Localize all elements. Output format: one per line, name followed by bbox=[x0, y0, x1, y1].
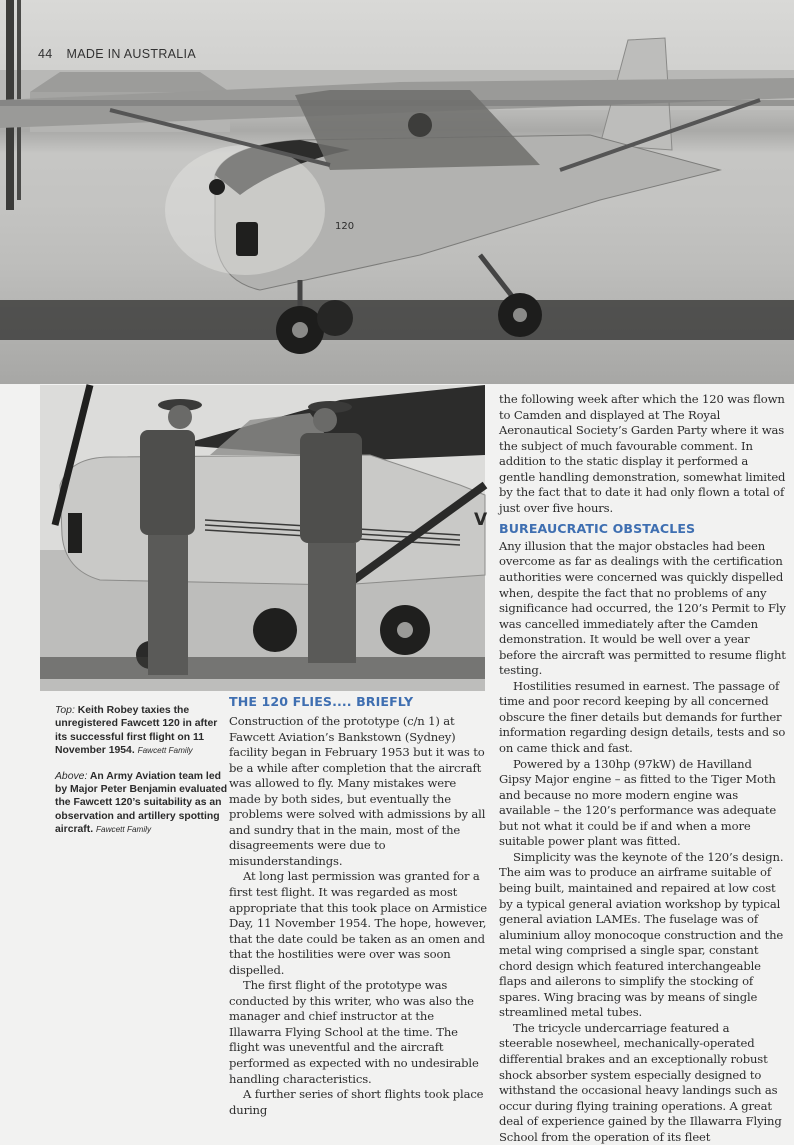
section-heading-the-120-flies: THE 120 FLIES.... BRIEFLY bbox=[229, 694, 414, 709]
running-head bbox=[38, 47, 196, 61]
article-column-right bbox=[499, 392, 786, 1145]
main-gear-leg bbox=[480, 255, 515, 300]
cowl-air-intake bbox=[236, 222, 258, 256]
article-paragraph: A further series of short flights took place during bbox=[229, 1087, 484, 1117]
officer-2-head bbox=[313, 408, 337, 432]
cowl-air-intake bbox=[68, 513, 82, 553]
aircraft-fuselage bbox=[60, 455, 488, 585]
ground-shadow bbox=[0, 300, 794, 340]
article-column-middle bbox=[229, 714, 487, 1118]
photo-captions bbox=[55, 704, 230, 849]
article-paragraph: The first flight of the prototype was conducted by this writer, who was also the manager and chief instructor at the Illawarra Flying School at the time. The flight was uneventful and the aircraft performed as expected with no undesirable handling characteristics. bbox=[229, 978, 479, 1086]
section-title: MADE IN AUSTRALIA bbox=[66, 47, 196, 61]
caption-above bbox=[55, 770, 230, 837]
article-paragraph: Any illusion that the major obstacles had been overcome as far as dealings with the certification authorities were concerned was quickly dispelled when, despite the fact that no problems of any significance had occurred, the 120’s Permit to Fly was cancelled immediately after the Camden demonstration. It would be well over a year before the aircraft was permitted to resume flight testing. bbox=[499, 538, 786, 678]
caption-label: Above: bbox=[55, 770, 88, 782]
caption-credit: Fawcett Family bbox=[137, 746, 193, 756]
officer-1-trousers bbox=[148, 535, 188, 675]
main-wheel-hub bbox=[513, 308, 527, 322]
caption-text: Keith Robey taxies the unregistered Fawcett 120 in after its successful first flight on 11 November 1954. bbox=[55, 705, 218, 757]
show-through-decoration bbox=[30, 848, 230, 1018]
propeller-spinner bbox=[209, 179, 225, 195]
officer-1-jacket bbox=[140, 430, 195, 535]
caption-text: An Army Aviation team led by Major Peter Benjamin evaluated the Fawcett 120’s suitability as an observation and artillery spotting aircraft. bbox=[55, 770, 228, 836]
main-wheel-left bbox=[253, 608, 297, 652]
officer-2-trousers bbox=[308, 543, 356, 663]
article-paragraph: At long last permission was granted for a first test flight. It was regarded as most appropriate that this took place on Armistice Day, 11 November 1954. The hope, however, that the date could be taken as an omen and that the hostilities were over was soon dispelled. bbox=[229, 869, 487, 977]
article-paragraph-continuation: the following week after which the 120 was flown to Camden and displayed at The Royal Aeronautical Society’s Garden Party where it was the subject of much favourable comment. In addition to the static display it performed a gentle handling demonstration, somewhat limited by the fact that to date it had only flown a total of just over five hours. bbox=[499, 392, 786, 515]
ground-shadow bbox=[40, 657, 485, 679]
caption-top bbox=[55, 704, 230, 758]
second-photo-illustration bbox=[40, 385, 488, 691]
nose-wheel-hub bbox=[292, 322, 308, 338]
top-photo-fawcett-120-taxiing bbox=[0, 0, 794, 384]
registration-fragment: V bbox=[474, 510, 488, 530]
officer-1-head bbox=[168, 405, 192, 429]
article-paragraph: Powered by a 130hp (97kW) de Havilland Gipsy Major engine – as fitted to the Tiger Moth and because no more modern engine was available – the 120’s performance was adequate but not what it could be if and when a more suitable power plant was fitted. bbox=[499, 756, 777, 849]
officer-2-jacket bbox=[300, 433, 362, 543]
caption-credit: Fawcett Family bbox=[96, 825, 152, 835]
article-paragraph: Simplicity was the keynote of the 120’s design. The aim was to produce an airframe suitable of being built, maintained and repaired at low cost by a typical general aviation workshop by typical general aviation LAMEs. The fuselage was of aluminium alloy monocoque construction and the metal wing comprised a single spar, constant chord design which featured interchangeable flaps and ailerons to simplify the stocking of spares. Wing bracing was by means of single streamlined metal tubes. bbox=[499, 849, 784, 1020]
page-number: 44 bbox=[38, 47, 53, 61]
wheel-hub bbox=[397, 622, 413, 638]
hangar-roof bbox=[30, 72, 230, 92]
main-wheel-left bbox=[317, 300, 353, 336]
article-paragraph: Hostilities resumed in earnest. The passage of time and poor record keeping by all concerned obscure the finer details but demands for further information regarding design details, tests and so on came thick and fast. bbox=[499, 678, 786, 756]
pilot-head bbox=[408, 113, 432, 137]
section-heading-bureaucratic-obstacles: BUREAUCRATIC OBSTACLES bbox=[499, 521, 696, 537]
article-paragraph: The tricycle undercarriage featured a steerable nosewheel, mechanically-operated differential brakes and an exceptionally robust shock absorber system especially designed to withstand the occasional heavy landings such as occur during flying training operations. A great deal of experience gained by the Illawarra Flying School from the operation of its fleet bbox=[499, 1020, 782, 1144]
caption-label: Top: bbox=[55, 705, 75, 716]
aircraft-number-label: 120 bbox=[335, 221, 355, 232]
second-photo-army-aviation-team bbox=[40, 385, 488, 691]
article-paragraph: Construction of the prototype (c/n 1) at Fawcett Aviation’s Bankstown (Sydney) facility began in February 1953 but it was to be a while after completion that the aircraft was allowed to fly. Many mistakes were made by both sides, but eventually the problems were solved with admissions by all and sundry that in the main, most of the disagreements were due to misunderstandings. bbox=[229, 714, 486, 868]
